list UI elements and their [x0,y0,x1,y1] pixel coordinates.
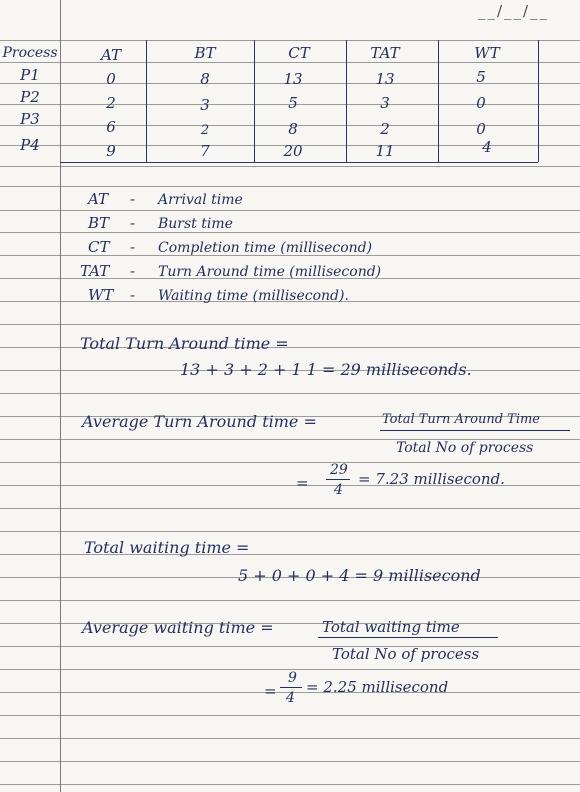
legend-abbr: BT [88,214,110,232]
avg-wt-result: = 2.25 millisecond [306,678,449,696]
avg-tat-equals: = [296,474,309,492]
legend-abbr: CT [88,238,110,256]
table-cell-at: 6 [106,118,116,136]
avg-wt-fraction-den: 4 [286,690,295,706]
table-cell-at: 0 [106,70,116,88]
table-cell-at: 2 [106,94,116,112]
table-cell-bt: 3 [200,96,210,114]
table-cell-tat: 3 [380,94,390,112]
table-cell-process: P1 [20,66,40,84]
table-cell-tat: 13 [375,70,395,88]
total-wt-expression: 5 + 0 + 0 + 4 = 9 millisecond [238,566,481,585]
table-header-tat: TAT [370,44,400,62]
table-cell-process: P4 [20,136,40,154]
avg-wt-fraction-num: 9 [288,670,297,686]
table-cell-bt: 2 [200,123,210,138]
avg-wt-numerator: Total waiting time [322,618,460,636]
legend-abbr: WT [88,286,114,304]
avg-wt-denominator: Total No of process [332,645,480,663]
table-cell-wt: 5 [476,68,486,86]
table-header-process: Process [2,45,58,61]
table-cell-bt: 8 [200,70,210,88]
avg-wt-equals: = [264,682,277,700]
table-cell-tat: 2 [380,120,390,138]
total-tat-expression: 13 + 3 + 2 + 1 1 = 29 milliseconds. [180,360,472,379]
margin-line [60,0,61,792]
avg-wt-label: Average waiting time = [82,618,274,637]
table-cell-bt: 7 [200,142,210,160]
table-header-ct: CT [288,44,310,62]
legend-dash: - [130,190,136,208]
avg-tat-fraction-den: 4 [334,482,343,498]
table-cell-ct: 13 [283,70,303,88]
legend-text: Waiting time (millisecond). [158,288,349,304]
table-cell-process: P2 [20,88,40,106]
table-cell-wt: 4 [482,138,492,156]
legend-text: Burst time [158,216,233,232]
legend-dash: - [130,286,136,304]
table-cell-at: 9 [106,142,116,160]
avg-tat-fraction-num: 29 [330,462,348,478]
table-cell-tat: 11 [375,142,395,160]
total-tat-label: Total Turn Around time = [80,334,289,353]
total-wt-label: Total waiting time = [84,538,250,557]
table-cell-ct: 5 [288,94,298,112]
table-cell-ct: 8 [288,120,298,138]
legend-abbr: TAT [80,262,110,280]
table-header-wt: WT [474,44,500,62]
table-header-at: AT [100,46,122,64]
legend-dash: - [130,262,136,280]
legend-dash: - [130,214,136,232]
avg-tat-label: Average Turn Around time = [82,412,317,431]
avg-tat-result: = 7.23 millisecond. [358,470,505,488]
date-placeholder: __/__/__ [478,2,550,20]
legend-text: Completion time (millisecond) [158,240,373,256]
table-cell-wt: 0 [476,120,486,138]
legend-text: Turn Around time (millisecond) [158,264,382,280]
table-cell-ct: 20 [283,142,303,160]
table-cell-wt: 0 [476,94,486,112]
table-cell-process: P3 [20,110,40,128]
legend-abbr: AT [88,190,109,208]
avg-tat-denominator: Total No of process [396,440,534,456]
table-header-bt: BT [194,44,216,62]
legend-text: Arrival time [158,192,243,208]
legend-dash: - [130,238,136,256]
avg-tat-numerator: Total Turn Around Time [382,412,540,427]
